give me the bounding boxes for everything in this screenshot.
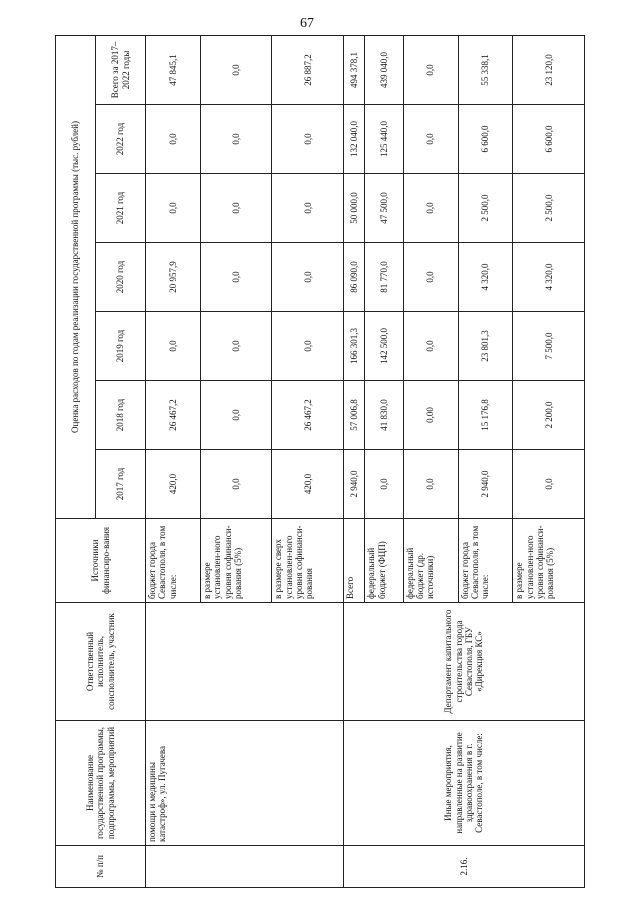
value-cell: 86 090,0 (343, 243, 365, 312)
value-cell: 20 957,9 (146, 243, 201, 312)
value-cell: 50 000,0 (343, 174, 365, 243)
row-no: 2.16. (343, 846, 584, 888)
value-cell: 2 500,0 (458, 174, 513, 243)
row-name: помощи и медицины катастроф», ул. Пугачева (146, 721, 344, 846)
value-cell: 47 500,0 (365, 174, 403, 243)
value-cell: 26 467,2 (272, 381, 344, 450)
row-source: в размере сверх установлен-ного уровня софинанси-рования (272, 519, 344, 603)
value-cell: 41 830,0 (365, 381, 403, 450)
value-cell: 47 845,1 (146, 35, 201, 104)
value-cell: 0,00 (403, 381, 458, 450)
header-responsible: Ответственный исполнитель, соисполнитель, участник (56, 603, 146, 721)
value-cell: 494 378,1 (343, 35, 365, 104)
value-cell: 166 301,3 (343, 312, 365, 381)
value-cell: 2 500,0 (513, 174, 585, 243)
header-year: 2019 год (96, 312, 146, 381)
value-cell: 0,0 (200, 105, 272, 174)
value-cell: 0,0 (365, 450, 403, 519)
header-year: 2017 год (96, 450, 146, 519)
value-cell: 81 770,0 (365, 243, 403, 312)
row-responsible (146, 603, 344, 721)
value-cell: 420,0 (146, 450, 201, 519)
value-cell: 7 500,0 (513, 312, 585, 381)
value-cell: 55 338,1 (458, 35, 513, 104)
header-year: 2021 год (96, 174, 146, 243)
value-cell: 142 500,0 (365, 312, 403, 381)
header-estimate: Оценка расходов по годам реализации государственной программы (тыс. рублей) (56, 35, 96, 518)
value-cell: 0,0 (403, 105, 458, 174)
header-year: 2018 год (96, 381, 146, 450)
value-cell: 57 006,8 (343, 381, 365, 450)
value-cell: 0,0 (272, 105, 344, 174)
value-cell: 4 320,0 (513, 243, 585, 312)
value-cell: 2 940,0 (343, 450, 365, 519)
value-cell: 0,0 (200, 381, 272, 450)
value-cell: 15 176,8 (458, 381, 513, 450)
row-source: бюджет города Севастополя, в том числе: (458, 519, 513, 603)
value-cell: 125 440,0 (365, 105, 403, 174)
value-cell: 0,0 (200, 450, 272, 519)
value-cell: 6 600,0 (458, 105, 513, 174)
row-name: Иные мероприятия, направленные на развитие здравоохранения в г. Севастополе, в том числе: (343, 721, 584, 846)
header-no: № п/п (56, 846, 146, 888)
value-cell: 26 467,2 (146, 381, 201, 450)
row-source: Всего (343, 519, 365, 603)
value-cell: 132 040,0 (343, 105, 365, 174)
page-number: 67 (300, 16, 314, 31)
header-year: 2022 год (96, 105, 146, 174)
row-no (146, 846, 344, 888)
value-cell: 0,0 (403, 312, 458, 381)
value-cell: 0,0 (200, 312, 272, 381)
header-year: 2020 год (96, 243, 146, 312)
header-source: Источники финансиро-вания (56, 519, 146, 603)
value-cell: 0,0 (200, 243, 272, 312)
value-cell: 0,0 (200, 174, 272, 243)
row-responsible: Департамент капитального строительства города Севастополя, ГБУ «Дирекция КС» (343, 603, 584, 721)
value-cell: 23 120,0 (513, 35, 585, 104)
value-cell: 0,0 (403, 174, 458, 243)
row-source: федеральный бюджет (ФЦП) (365, 519, 403, 603)
value-cell: 0,0 (403, 450, 458, 519)
value-cell: 0,0 (200, 35, 272, 104)
value-cell: 2 200,0 (513, 381, 585, 450)
header-year-total: Всего за 2017–2022 годы (96, 35, 146, 104)
value-cell: 23 801,3 (458, 312, 513, 381)
value-cell: 439 040,0 (365, 35, 403, 104)
row-source: в размере установлен-ного уровня софинанси-рования (5%) (513, 519, 585, 603)
row-source: бюджет города Севастополя, в том числе: (146, 519, 201, 603)
value-cell: 0,0 (403, 243, 458, 312)
budget-table (55, 35, 585, 888)
value-cell: 0,0 (146, 312, 201, 381)
value-cell: 0,0 (272, 312, 344, 381)
value-cell: 6 600,0 (513, 105, 585, 174)
value-cell: 0,0 (272, 174, 344, 243)
value-cell: 4 320,0 (458, 243, 513, 312)
table-row (343, 35, 365, 887)
value-cell: 0,0 (146, 174, 201, 243)
value-cell: 2 940,0 (458, 450, 513, 519)
value-cell: 26 887,2 (272, 35, 344, 104)
row-source: федеральный бюджет (др. источники) (403, 519, 458, 603)
row-source: в размере установлен-ного уровня софинанси-рования (5%) (200, 519, 272, 603)
table-row (146, 35, 201, 887)
header-name: Наименование государственной программы, подпрограммы, мероприятий (56, 721, 146, 846)
value-cell: 0,0 (146, 105, 201, 174)
budget-table-rotated (55, 40, 585, 888)
value-cell: 0,0 (272, 243, 344, 312)
value-cell: 420,0 (272, 450, 344, 519)
value-cell: 0,0 (403, 35, 458, 104)
value-cell: 0,0 (513, 450, 585, 519)
